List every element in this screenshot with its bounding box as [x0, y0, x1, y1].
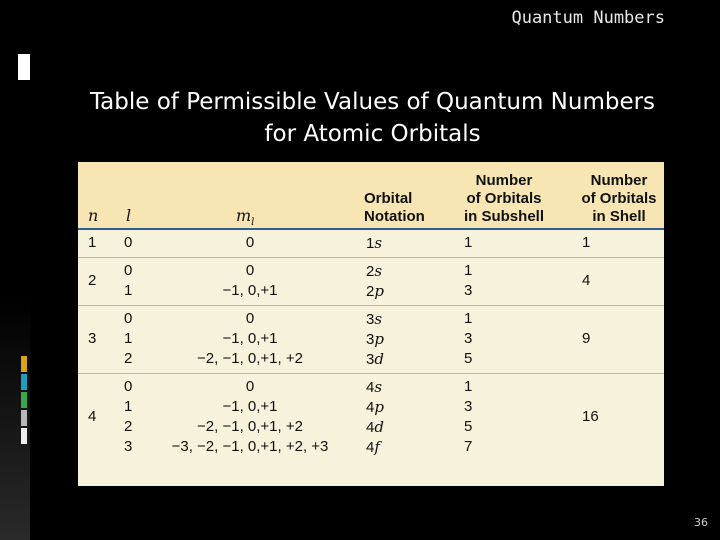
cell-orbital-notation: [366, 282, 384, 300]
cell-l: 0: [124, 234, 133, 251]
header-shell-line-2: of Orbitals: [581, 190, 657, 207]
orbital-shell-number: 4: [366, 379, 375, 396]
header-subshell-line-3: in Subshell: [463, 208, 544, 225]
cell-orbital-notation: [366, 310, 382, 328]
cell-orbital-notation: [366, 262, 382, 280]
header-orbital-notation: [364, 190, 425, 226]
cell-ml: −2, −1, 0,+1, +2: [197, 418, 303, 435]
cell-orbital-notation: [366, 350, 384, 368]
orbital-shell-number: 4: [366, 439, 375, 456]
cell-subshell-orbitals: 3: [464, 330, 473, 347]
cell-ml: 0: [245, 310, 255, 327]
orbital-shell-number: 2: [366, 263, 375, 280]
cell-ml: 0: [245, 262, 255, 279]
cell-subshell-orbitals: 1: [464, 310, 473, 327]
cell-subshell-orbitals: 5: [464, 418, 473, 435]
cell-orbital-notation: [366, 330, 384, 348]
header-orbital-notation-line-1: Orbital: [364, 190, 413, 207]
cell-shell-orbitals: 9: [582, 330, 591, 347]
cell-orbital-notation: [366, 378, 382, 396]
orbital-letter: s: [374, 310, 383, 328]
cell-shell-orbitals: 16: [582, 408, 599, 425]
orbital-letter: p: [374, 330, 384, 348]
orbital-letter: s: [374, 262, 383, 280]
cell-ml: −3, −2, −1, 0,+1, +2, +3: [171, 438, 329, 455]
orbital-letter: d: [374, 418, 384, 436]
slide-title: [40, 86, 705, 150]
orbital-shell-number: 3: [366, 331, 375, 348]
cell-orbital-notation: [366, 398, 384, 416]
cell-ml: −1, 0,+1: [222, 398, 278, 415]
cell-orbital-notation: [366, 418, 384, 436]
accent-bar: [21, 356, 27, 372]
cell-l: 2: [124, 418, 133, 435]
quantum-numbers-table: [76, 160, 666, 488]
accent-bar: [21, 374, 27, 390]
orbital-shell-number: 3: [366, 351, 375, 368]
orbital-shell-number: 3: [366, 311, 375, 328]
cell-subshell-orbitals: 1: [464, 234, 473, 251]
orbital-letter: f: [374, 438, 380, 456]
orbital-letter: d: [374, 350, 384, 368]
cell-orbital-notation: [366, 234, 382, 252]
header-l: l: [126, 206, 132, 225]
cell-l: 0: [124, 310, 133, 327]
cell-shell-orbitals: 1: [582, 234, 591, 251]
header-orbitals-in-subshell: [454, 172, 554, 226]
left-mark: [18, 54, 30, 80]
orbital-letter: s: [374, 378, 383, 396]
header-shell-line-3: in Shell: [592, 208, 646, 225]
cell-n: 1: [88, 234, 97, 251]
cell-subshell-orbitals: 1: [464, 262, 473, 279]
cell-l: 1: [124, 282, 133, 299]
slide-title-line-1: Table of Permissible Values of Quantum Numbers: [89, 89, 656, 115]
cell-orbital-notation: [366, 438, 380, 456]
orbital-shell-number: 4: [366, 399, 375, 416]
cell-n: 3: [88, 330, 97, 347]
cell-l: 0: [124, 378, 133, 395]
cell-l: 3: [124, 438, 133, 455]
cell-l: 1: [124, 398, 133, 415]
left-band: [0, 0, 30, 540]
cell-ml: −1, 0,+1: [222, 330, 278, 347]
row-separator: [78, 305, 664, 306]
cell-n: 4: [88, 408, 97, 425]
header-n: n: [88, 206, 99, 225]
row-separator: [78, 257, 664, 258]
cell-ml: 0: [245, 378, 255, 395]
cell-shell-orbitals: 4: [582, 272, 591, 289]
cell-ml: −1, 0,+1: [222, 282, 278, 299]
cell-subshell-orbitals: 1: [464, 378, 473, 395]
orbital-letter: p: [374, 282, 384, 300]
slide-header: Quantum Numbers: [511, 8, 665, 28]
cell-ml: −2, −1, 0,+1, +2: [197, 350, 303, 367]
cell-subshell-orbitals: 7: [464, 438, 473, 455]
accent-bar: [21, 392, 27, 408]
slide-number: 36: [694, 516, 708, 529]
orbital-shell-number: 1: [366, 235, 375, 252]
header-orbitals-in-shell: [574, 172, 664, 226]
header-subshell-line-1: Number: [475, 172, 533, 189]
cell-subshell-orbitals: 3: [464, 398, 473, 415]
header-ml: $m_l$: [236, 206, 255, 229]
cell-ml: 0: [245, 234, 255, 251]
header-subshell-line-2: of Orbitals: [466, 190, 542, 207]
cell-subshell-orbitals: 5: [464, 350, 473, 367]
cell-l: 0: [124, 262, 133, 279]
orbital-letter: s: [374, 234, 383, 252]
row-separator: [78, 373, 664, 374]
orbital-shell-number: 4: [366, 419, 375, 436]
cell-subshell-orbitals: 3: [464, 282, 473, 299]
orbital-shell-number: 2: [366, 283, 375, 300]
cell-l: 1: [124, 330, 133, 347]
slide-title-line-2: for Atomic Orbitals: [264, 121, 481, 147]
accent-bar: [21, 410, 27, 426]
cell-l: 2: [124, 350, 133, 367]
header-shell-line-1: Number: [590, 172, 648, 189]
accent-bar: [21, 428, 27, 444]
header-orbital-notation-line-2: Notation: [364, 208, 425, 225]
orbital-letter: p: [374, 398, 384, 416]
cell-n: 2: [88, 272, 97, 289]
